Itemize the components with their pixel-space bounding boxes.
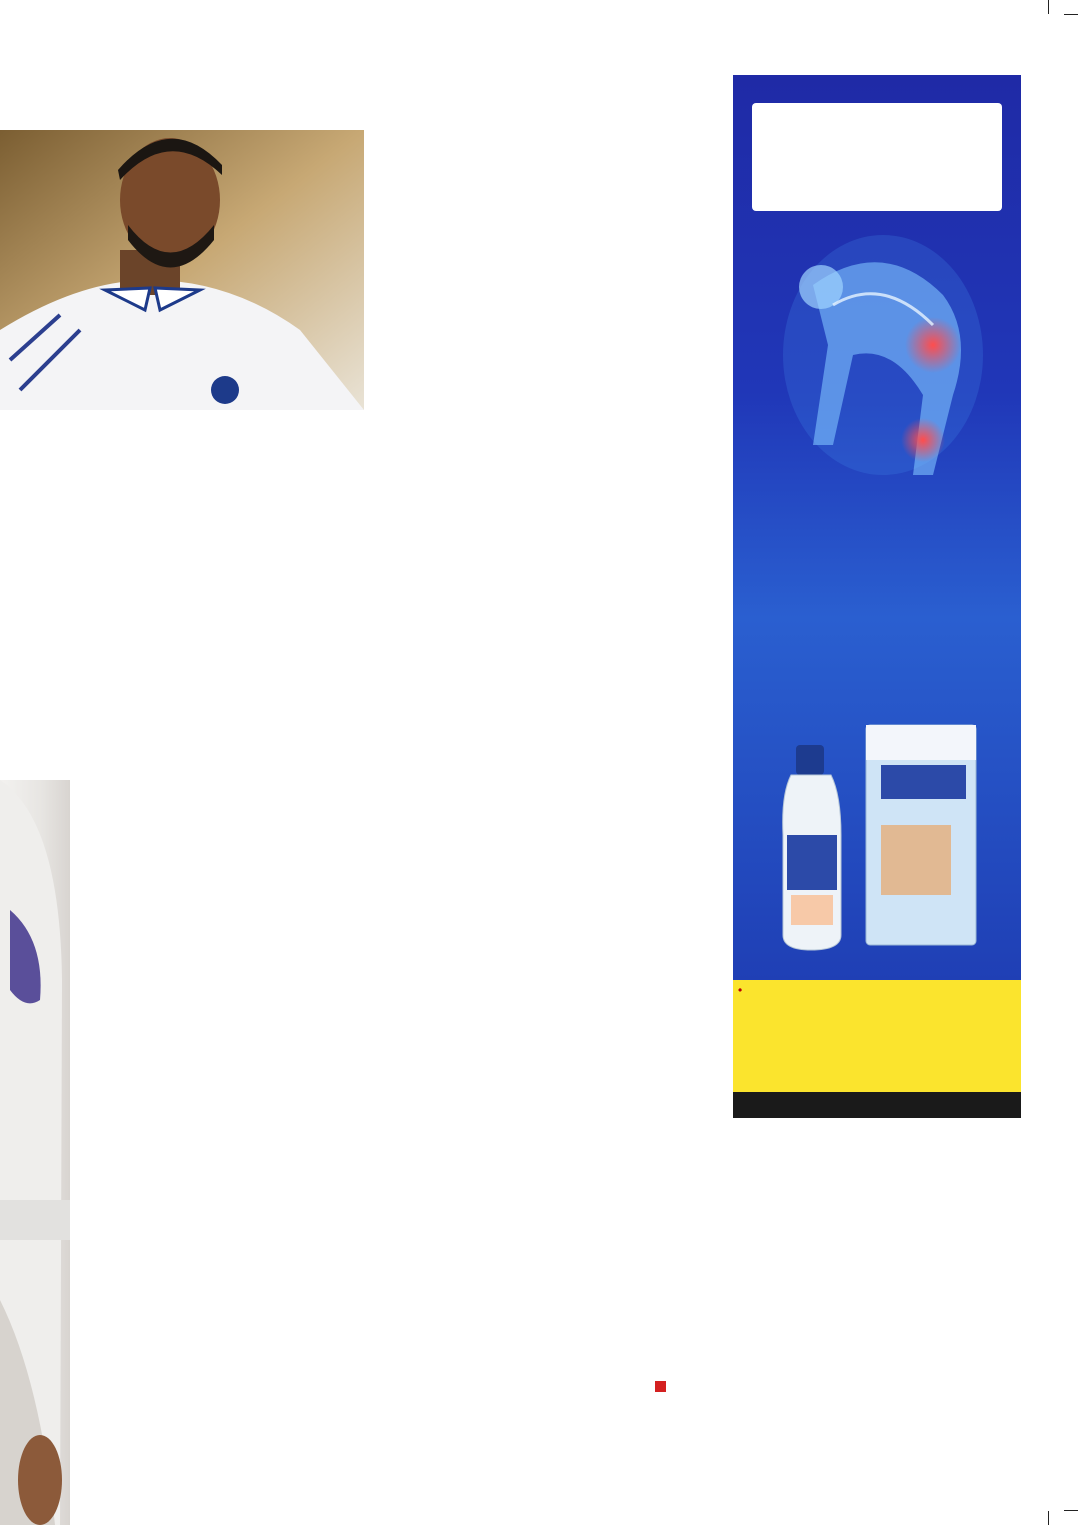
player-photo (0, 780, 70, 1525)
ad-yellow-panel (733, 980, 1021, 1093)
sandhilin-advertisement (733, 75, 1021, 1115)
end-square-icon (655, 1381, 666, 1392)
article-end-marker (655, 1376, 666, 1395)
crop-mark (1048, 0, 1049, 14)
player-illustration (0, 780, 70, 1525)
crop-mark (1064, 1510, 1078, 1511)
crop-mark (1048, 1511, 1049, 1525)
brand-box (752, 103, 1002, 211)
cricketer-illustration (0, 130, 364, 410)
crop-mark (1064, 14, 1078, 15)
cricketer-photo (0, 130, 364, 410)
iso-certification-bar (733, 1092, 1021, 1118)
back-pain-figure-illustration (773, 225, 993, 485)
product-bottle-box-illustration (771, 705, 991, 955)
